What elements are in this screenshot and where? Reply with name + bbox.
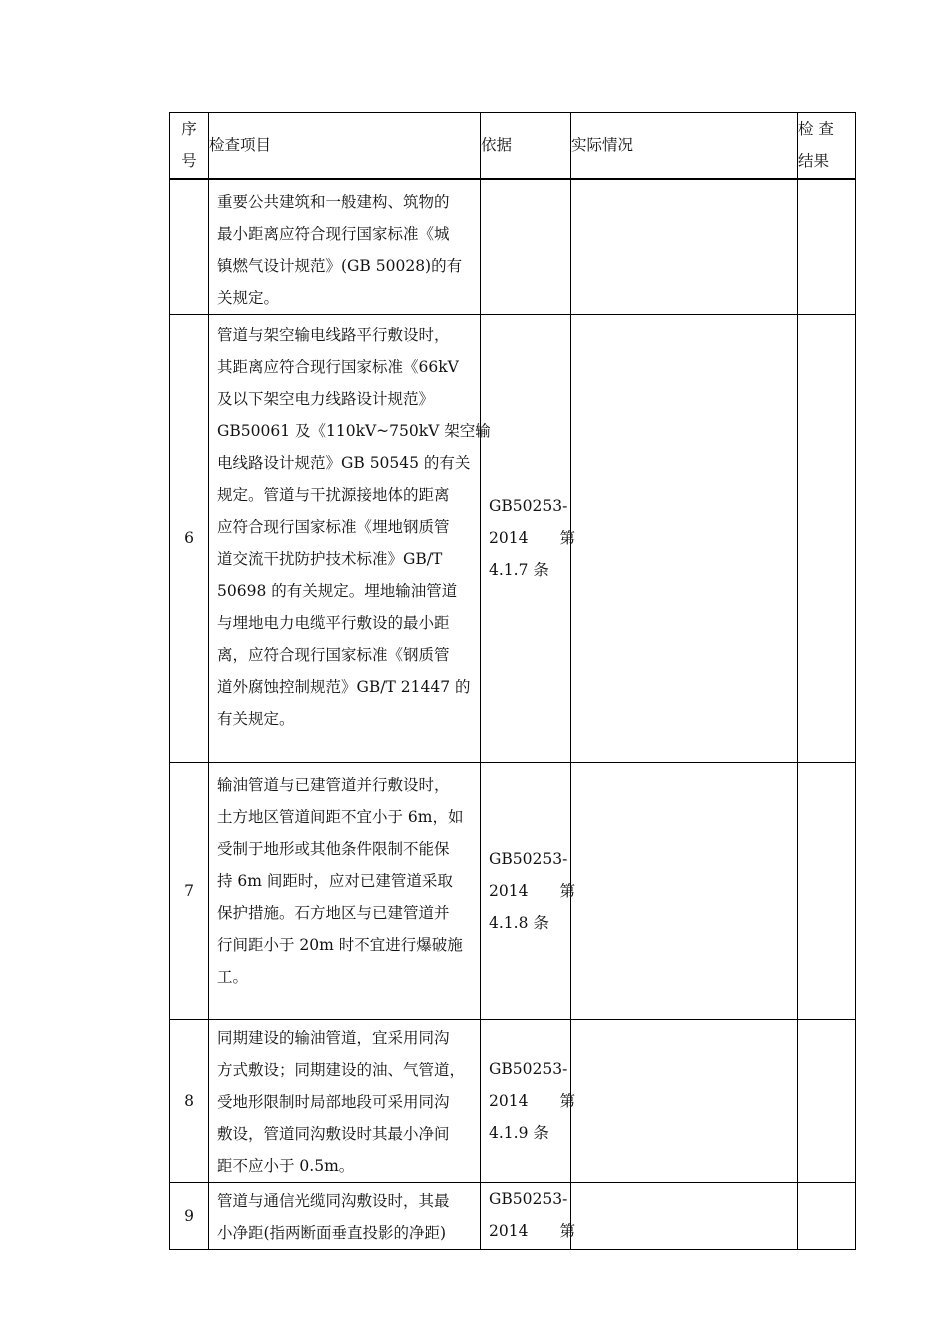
header-result-line-1: 检 查 [798,120,834,139]
check-item [209,762,481,1019]
header-actual: 实际情况 [571,113,798,179]
check-item-line: 距不应小于 0.5m。 [217,1156,355,1175]
check-item-line: 敷设，管道同沟敷设时其最小净间 [217,1124,450,1143]
row-number: 8 [170,1019,209,1182]
check-result-cell[interactable] [798,314,856,762]
check-item-line: 道交流干扰防护技术标准》GB/T [217,549,443,568]
check-item-line: 持 6m 间距时，应对已建管道采取 [217,871,453,890]
check-item-line: 及以下架空电力线路设计规范》 [217,389,435,408]
check-item-line: 重要公共建筑和一般建构、筑物的 [217,192,450,211]
check-result-cell[interactable] [798,179,856,315]
check-item-line: 受制于地形或其他条件限制不能保 [217,839,450,858]
table-header-row [170,113,856,179]
header-result-line-2: 结果 [798,152,830,171]
check-item-text [209,315,491,735]
basis-line: 4.1.9 条 [489,1123,549,1142]
check-item [209,1019,481,1182]
check-item-line: 工。 [217,967,249,986]
row-number: 6 [170,314,209,762]
check-result-cell[interactable] [798,762,856,1019]
check-item-line: 应符合现行国家标准《埋地钢质管 [217,517,450,536]
check-item-line: 电线路设计规范》GB 50545 的有关 [217,453,471,472]
basis-line: 2014 第 [489,1091,575,1110]
basis-reference [481,1182,575,1249]
actual-situation-cell[interactable] [571,179,798,315]
basis-text [481,843,575,939]
table-row [170,762,856,1019]
check-item-line: 行间距小于 20m 时不宜进行爆破施 [217,935,463,954]
header-item: 检查项目 [209,113,481,179]
check-item-text [209,1020,480,1182]
basis-reference [481,1019,575,1182]
actual-situation-cell[interactable] [571,314,798,762]
basis-line: 2014 第 [489,881,575,900]
check-item-line: GB50061 及《110kV~750kV 架空输 [217,421,491,440]
basis-line: GB50253- [489,1189,568,1208]
check-item-text [209,180,480,314]
check-item-line: 规定。管道与干扰源接地体的距离 [217,485,450,504]
basis-reference [481,314,575,762]
basis-reference [481,179,571,315]
inspection-table [169,112,856,1250]
basis-line: GB50253- [489,497,568,515]
check-item-line: 最小距离应符合现行国家标准《城 [217,224,450,243]
table-row [170,1019,856,1182]
check-item-line: 保护措施。石方地区与已建管道并 [217,903,450,922]
check-item-line: 小净距(指两断面垂直投影的净距) [217,1223,447,1242]
row-number: 9 [170,1182,209,1249]
basis-line: 2014 第 [489,529,575,547]
check-item-line: 离，应符合现行国家标准《钢质管 [217,645,450,664]
row-number: 7 [170,762,209,1019]
check-item-line: 50698 的有关规定。埋地输油管道 [217,581,458,600]
check-item-line: 同期建设的输油管道，宜采用同沟 [217,1028,450,1047]
row-number [170,179,209,315]
table-row [170,1182,856,1249]
check-item-line: 镇燃气设计规范》(GB 50028)的有 [217,256,463,275]
check-result-cell[interactable] [798,1182,856,1249]
check-item-line: 道外腐蚀控制规范》GB/T 21447 的 [217,677,471,696]
header-result [798,113,856,179]
header-basis: 依据 [481,113,571,179]
basis-reference [481,762,575,1019]
basis-text [481,1053,575,1149]
check-item-line: 土方地区管道间距不宜小于 6m，如 [217,807,464,826]
header-no [170,113,209,179]
actual-situation-cell[interactable] [571,1019,798,1182]
basis-text [481,490,575,586]
check-item [209,314,491,762]
table-row [170,179,856,315]
basis-line: GB50253- [489,849,568,868]
check-item-line: 方式敷设；同期建设的油、气管道， [217,1060,466,1079]
basis-line: GB50253- [489,1059,568,1078]
check-item-line: 关规定。 [217,288,280,307]
check-item-line: 受地形限制时局部地段可采用同沟 [217,1092,450,1111]
check-item-line: 有关规定。 [217,709,295,728]
actual-situation-cell[interactable] [571,1182,798,1249]
header-no-line-1: 序 [181,120,197,139]
check-item [209,179,481,315]
header-no-line-2: 号 [181,152,197,171]
actual-situation-cell[interactable] [571,762,798,1019]
check-item-line: 其距离应符合现行国家标准《66kV [217,357,459,376]
basis-line: 4.1.8 条 [489,913,549,932]
check-result-cell[interactable] [798,1019,856,1182]
basis-line: 4.1.7 条 [489,561,549,579]
check-item-text [209,1183,480,1249]
check-item-line: 管道与架空输电线路平行敷设时， [217,325,450,344]
table-row [170,314,856,762]
basis-text [481,1183,575,1247]
check-item-text [209,763,480,993]
basis-line: 2014 第 [489,1221,575,1240]
check-item-line: 管道与通信光缆同沟敷设时，其最 [217,1191,450,1210]
check-item-line: 与埋地电力电缆平行敷设的最小距 [217,613,450,632]
check-item-line: 输油管道与已建管道并行敷设时， [217,775,450,794]
check-item [209,1182,481,1249]
